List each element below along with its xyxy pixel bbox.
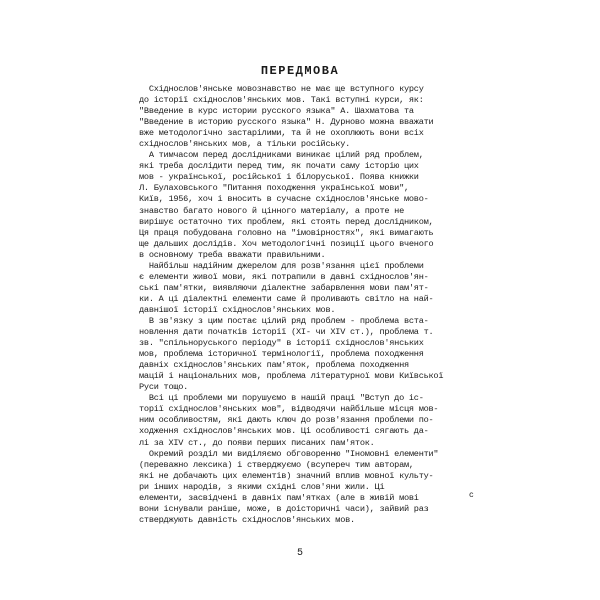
text-line: А тимчасом перед дослідниками виникає цілий ряд проблем, xyxy=(139,150,424,161)
text-line: стверджують давність східнослов'янських мов. xyxy=(139,514,355,525)
text-line: Київ, 1956, хоч і вносить в сучасне східнослов'янське мово- xyxy=(139,194,429,205)
text-line: вже методологічно застарілими, та й не охоплюють вони всіх xyxy=(139,128,424,139)
text-line: Л. Булаховського "Питання походження української мови", xyxy=(139,183,409,194)
text-line: давнішої історії східнослов'янських мов. xyxy=(139,304,336,315)
text-line: мов, проблема історичної термінології, проблема походження xyxy=(139,349,424,360)
text-line: (переважно лексика) і стверджуємо (всупереч тим авторам, xyxy=(139,459,414,470)
text-line: "Введение в курс истории русского языка" А. Шахматова та xyxy=(139,106,414,117)
text-line: ходження східнослов'янських мов. Ці особливості сягають да- xyxy=(139,426,429,437)
text-line: Всі ці проблеми ми порушуємо в нашій праці "Вступ до іс- xyxy=(139,393,424,404)
text-line: торії східнослов'янських мов", відводячи найбільше місця мов- xyxy=(139,404,439,415)
text-line: які не добачають цих елементів) значний вплив мовної культу- xyxy=(139,470,434,481)
text-line: елементи, засвідчені в давніх пам'ятках (але в живій мові xyxy=(139,492,419,503)
page-number: 5 xyxy=(296,548,303,559)
text-line: в основному треба вважати правильними. xyxy=(139,249,326,260)
text-line: новлення дати початків історії (XI- чи XIV ст.), проблема т. xyxy=(139,327,434,338)
text-line: ним особливостям, які дають ключ до розв'язання проблеми по- xyxy=(139,415,434,426)
text-line: є елементи живої мови, які потрапили в давні східнослов'ян- xyxy=(139,271,429,282)
body-text xyxy=(139,84,469,526)
text-line: Східнослов'янське мовознавство не має ще вступного курсу xyxy=(139,84,424,94)
text-line: ські пам'ятки, виявляючи діалектне забарвлення мови пам'ят- xyxy=(139,282,429,293)
text-line: Найбільш надійним джерелом для розв'язання цієї проблеми xyxy=(139,260,424,271)
text-line: Руси тощо. xyxy=(139,382,189,393)
page-title: ПЕРЕДМОВА xyxy=(260,64,340,78)
text-line: вирішує остаточно тих проблем, які стоять перед дослідником, xyxy=(139,216,434,227)
text-line: Окремий розділ ми виділяємо обговоренню "Іномовні елементи" xyxy=(139,448,439,459)
text-line: ки. А ці діалектні елементи саме й проливають світло на най- xyxy=(139,293,434,304)
text-line: мов - української, російської і білоруської. Поява книжки xyxy=(139,172,419,183)
text-line: ри інших народів, з якими східні слов'яни жили. Ці xyxy=(139,481,385,492)
text-line: вони існували раніше, може, в доісторичні часи), зайвий раз xyxy=(139,503,429,514)
text-line: Ця праця побудована головно на "імовірностях", які вимагають xyxy=(139,227,434,238)
text-line: В зв'язку з цим постає цілий ряд проблем - проблема вста- xyxy=(139,315,429,326)
margin-mark: с xyxy=(469,491,474,500)
text-line: які треба дослідити перед тим, як почати саму історію цих xyxy=(139,161,419,172)
text-line: ще дальших дослідів. Хоч методологічні позиції цього вченого xyxy=(139,238,434,249)
text-line: "Введение в историю русского языка" Н. Дурново можна вважати xyxy=(139,117,434,128)
text-line: давніх східнослов'янських пам'яток, проблема походження xyxy=(139,360,409,371)
text-line: до історії східнослов'янських мов. Такі вступні курси, як: xyxy=(139,95,424,106)
text-line: східнослов'янських мов, а тільки російську. xyxy=(139,139,351,150)
text-line: знавство багато нового й цінного матеріалу, а проте не xyxy=(139,205,404,216)
text-line: лі за XIV ст., до появи перших писаних пам'яток. xyxy=(139,437,375,448)
text-line: мацій і національних мов, проблема літературної мови Київської xyxy=(139,371,444,382)
text-line: зв. "спільноруського періоду" в історії східнослов'янських xyxy=(139,338,424,349)
